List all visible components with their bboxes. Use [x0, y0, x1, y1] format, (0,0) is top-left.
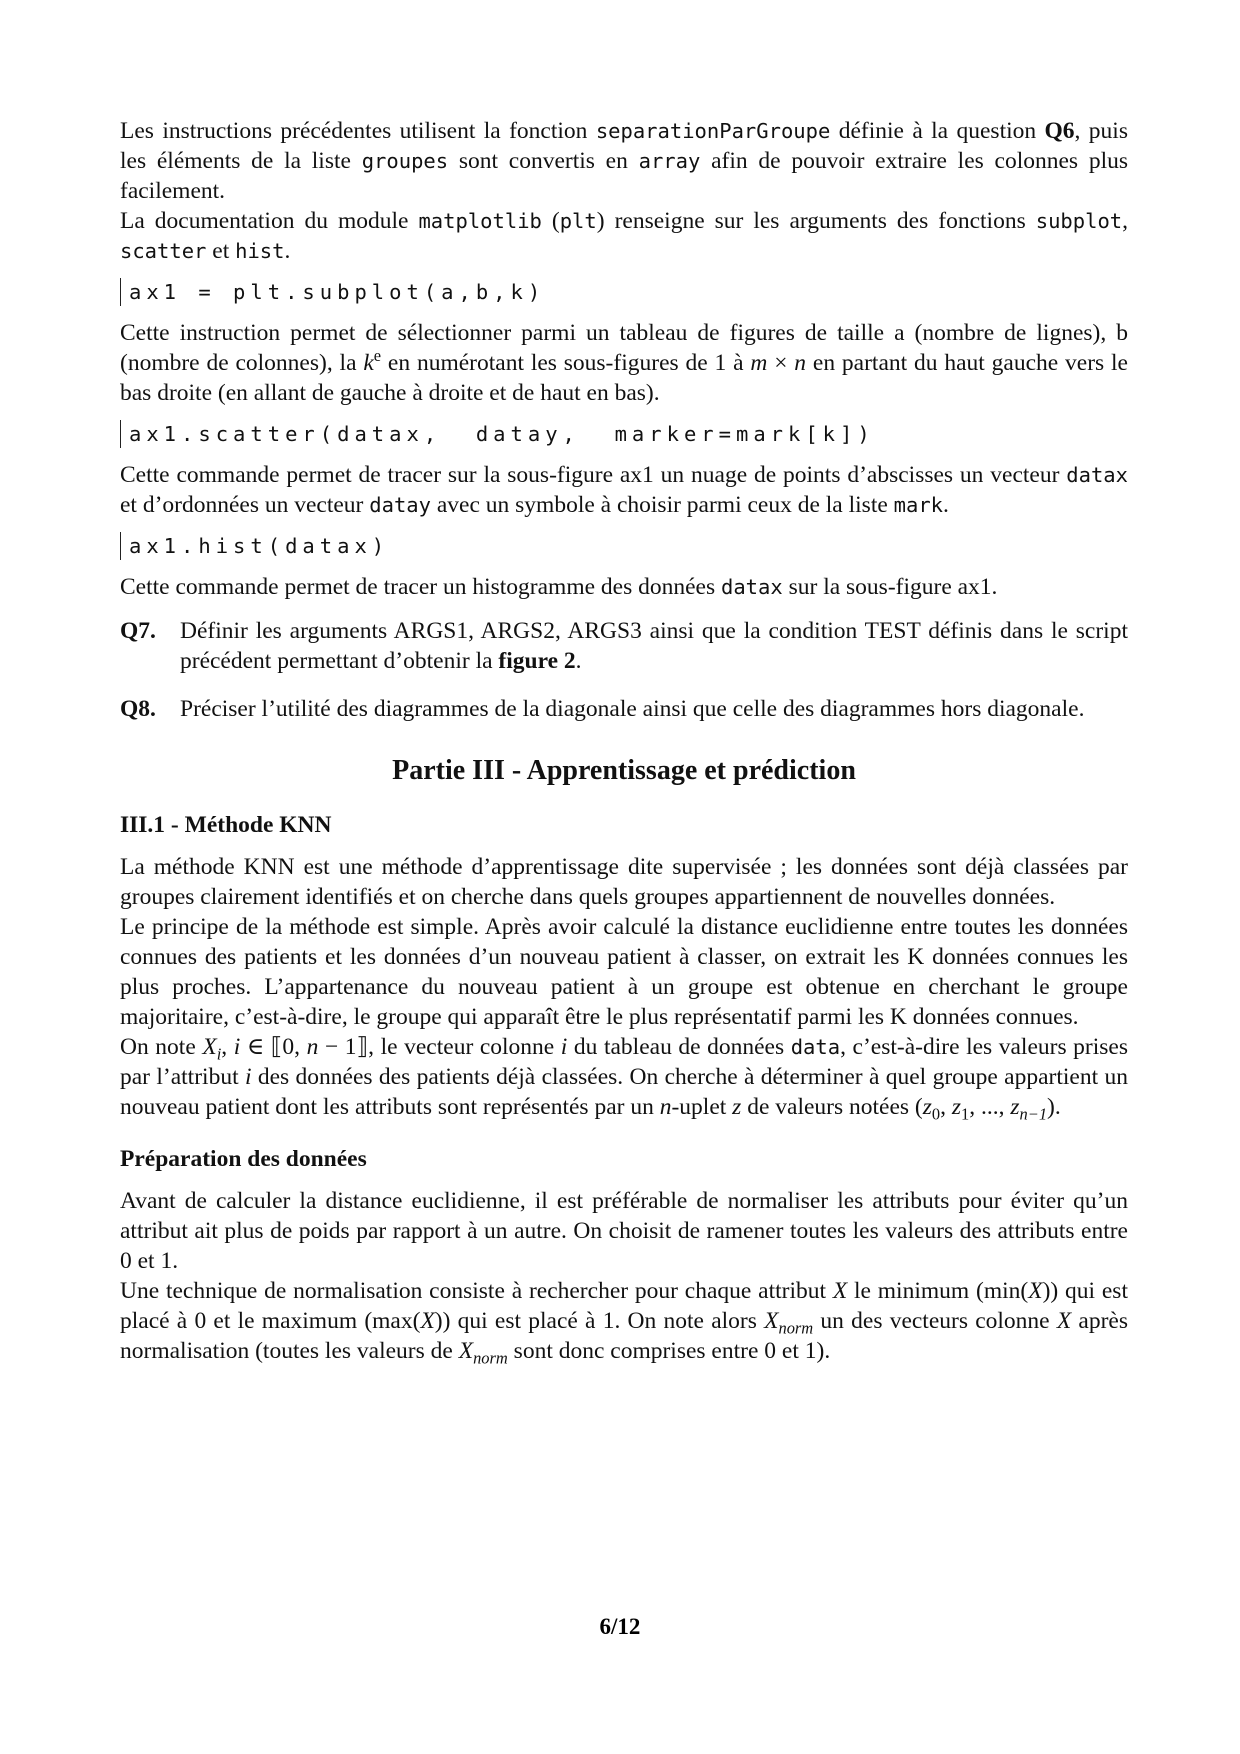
math-sub: 1 [961, 1104, 970, 1124]
code-inline: hist [235, 239, 285, 263]
math-var: n [794, 350, 807, 376]
math-var: X [420, 1308, 435, 1334]
document-page [120, 116, 1128, 1366]
page-number: 6/12 [599, 1614, 641, 1639]
knn-paragraph-2: Le principe de la méthode est simple. Après avoir calculé la distance euclidienne entre toutes les données connues des patients et les données d’un nouveau patient à classer, on extrait les K données connues les plus proches. L’appartenance du nouveau patient à un groupe est obtenue en cherchant le groupe majoritaire, c’est-à-dire, le groupe qui apparaît être le plus représentatif parmi les K données connues. [120, 914, 1128, 1030]
figure-ref: figure 2 [498, 648, 576, 674]
text: , [1122, 208, 1129, 234]
text: -uplet [671, 1094, 733, 1120]
question-label: Q8. [120, 696, 156, 722]
subsection-title: Préparation des données [120, 1146, 367, 1172]
intro-paragraph-1 [120, 116, 1128, 206]
code-inline: data [790, 1035, 841, 1059]
math-sub: 0 [931, 1104, 941, 1124]
text: )) qui est placé à 0 et le maximum (max( [120, 1278, 1128, 1334]
math-var: n [659, 1094, 672, 1120]
math-var: i [233, 1034, 241, 1060]
math-sub: n−1 [1019, 1104, 1048, 1124]
code-block-hist: ax1.hist(datax) [120, 532, 1128, 560]
math-var: z [1010, 1094, 1020, 1120]
math-var: i [244, 1064, 252, 1090]
question-q7 [120, 616, 1128, 676]
text: ) renseigne sur les arguments des fonctions [596, 208, 1036, 234]
math-sub: i [216, 1044, 222, 1064]
hist-description [120, 572, 1128, 602]
text: et [206, 238, 236, 264]
math-sub: norm [473, 1348, 508, 1368]
text: ∈ ⟦0, [240, 1034, 307, 1060]
code-inline: separationParGroupe [595, 119, 831, 143]
text: après normalisation (toutes les valeurs de [120, 1308, 1128, 1364]
text: , [221, 1034, 234, 1060]
code-inline: subplot [1035, 209, 1123, 233]
math-var: k [363, 350, 374, 376]
text: sont convertis en [448, 148, 639, 174]
prep-paragraph-1: Avant de calculer la distance euclidienne, il est préférable de normaliser les attributs pour éviter qu’un attribut ait plus de poids par rapport à un autre. On choisit de ramener toutes les valeurs des attributs entre 0 et 1. [120, 1188, 1128, 1274]
math-var: z [922, 1094, 932, 1120]
text: . [943, 492, 949, 518]
intro-paragraph-2 [120, 206, 1128, 266]
question-text [180, 616, 1128, 676]
text: en partant du haut gauche vers le bas droite (en allant de gauche à droite et de haut en bas). [120, 350, 1128, 406]
text: On note [120, 1034, 203, 1060]
text: )) qui est placé à 1. On note alors [434, 1308, 765, 1334]
question-label: Q7. [120, 618, 156, 644]
math-var: X [764, 1308, 779, 1334]
code-block-scatter: ax1.scatter(datax, datay, marker=mark[k]) [120, 420, 1128, 448]
text: . [575, 648, 582, 674]
math-var: i [560, 1034, 568, 1060]
text: du tableau de données [567, 1034, 791, 1060]
text: , ..., [969, 1094, 1011, 1120]
math-var: z [732, 1094, 742, 1120]
math-var: X [832, 1278, 848, 1304]
code-inline: mark [893, 493, 944, 517]
math-var: X [1056, 1308, 1072, 1334]
scatter-description [120, 460, 1128, 520]
code-block-subplot: ax1 = plt.subplot(a,b,k) [120, 278, 1128, 306]
text: un des vecteurs colonne [813, 1308, 1057, 1334]
text: définie à la question [830, 118, 1045, 144]
text: sur la sous-figure ax1. [782, 574, 998, 600]
code-inline: array [638, 149, 701, 173]
code-inline: datax [1066, 463, 1128, 487]
math-var: X [1028, 1278, 1043, 1304]
math-sub: norm [778, 1318, 814, 1338]
math-var: X [202, 1034, 217, 1060]
knn-paragraph-3 [120, 1032, 1128, 1122]
subplot-description [120, 318, 1128, 408]
question-q8 [120, 694, 1128, 724]
code-inline: groupes [361, 149, 449, 173]
text: , [940, 1094, 952, 1120]
text: ). [1047, 1094, 1061, 1120]
math-var: m [750, 350, 768, 376]
prep-paragraph-2 [120, 1276, 1128, 1366]
text: × [767, 350, 795, 376]
text: et d’ordonnées un vecteur [120, 492, 370, 518]
text: Cette commande permet de tracer sur la sous-figure ax1 un nuage de points d’abscisses un vecteur [120, 462, 1067, 488]
text: de valeurs notées ( [741, 1094, 923, 1120]
text: des données des patients déjà classées. On cherche à déterminer à quel groupe appartient un nouveau patient dont les attributs sont représentés par un [120, 1064, 1129, 1120]
text: , puis les éléments de la liste [120, 118, 1128, 174]
code-inline: matplotlib [418, 209, 542, 233]
text: Cette instruction permet de sélectionner parmi un tableau de figures de taille a (nombre de lignes), b (nombre de colonnes), la [120, 320, 1128, 376]
text: . [284, 238, 291, 264]
code-inline: scatter [120, 239, 207, 263]
text: Les instructions précédentes utilisent la fonction [120, 118, 596, 144]
text: en numérotant les sous-figures de 1 à [381, 350, 751, 376]
code-inline: datay [369, 493, 431, 517]
text: − 1⟧, le vecteur colonne [318, 1034, 561, 1060]
text: ( [541, 208, 560, 234]
text: , c’est-à-dire les valeurs prises par l’attribut [120, 1034, 1129, 1090]
superscript: e [373, 346, 382, 366]
text: sont donc comprises entre 0 et 1). [507, 1338, 831, 1364]
text: Une technique de normalisation consiste à rechercher pour chaque attribut [120, 1278, 833, 1304]
math-var: X [458, 1338, 474, 1364]
text: le minimum (min( [847, 1278, 1029, 1304]
math-var: z [951, 1094, 962, 1120]
knn-paragraph-1: La méthode KNN est une méthode d’apprentissage dite supervisée ; les données sont déjà classées par groupes clairement identifiés et on cherche dans quels groupes appartiennent de nouvelles données. [120, 854, 1128, 910]
question-ref: Q6 [1044, 118, 1075, 144]
text: La documentation du module [120, 208, 419, 234]
text: afin de pouvoir extraire les colonnes plus facilement. [120, 148, 1128, 204]
text: Définir les arguments ARGS1, ARGS2, ARGS3 ainsi que la condition TEST définis dans le script précédent permettant d’obtenir la [180, 618, 1128, 674]
question-text: Préciser l’utilité des diagrammes de la diagonale ainsi que celle des diagrammes hors diagonale. [180, 696, 1085, 722]
code-inline: datax [721, 575, 783, 599]
code-inline: plt [559, 209, 597, 233]
text: avec un symbole à choisir parmi ceux de la liste [430, 492, 894, 518]
section-title: III.1 - Méthode KNN [120, 812, 332, 838]
part-title: Partie III - Apprentissage et prédiction [392, 755, 856, 786]
text: Cette commande permet de tracer un histogramme des données [120, 574, 721, 600]
math-var: n [306, 1034, 319, 1060]
